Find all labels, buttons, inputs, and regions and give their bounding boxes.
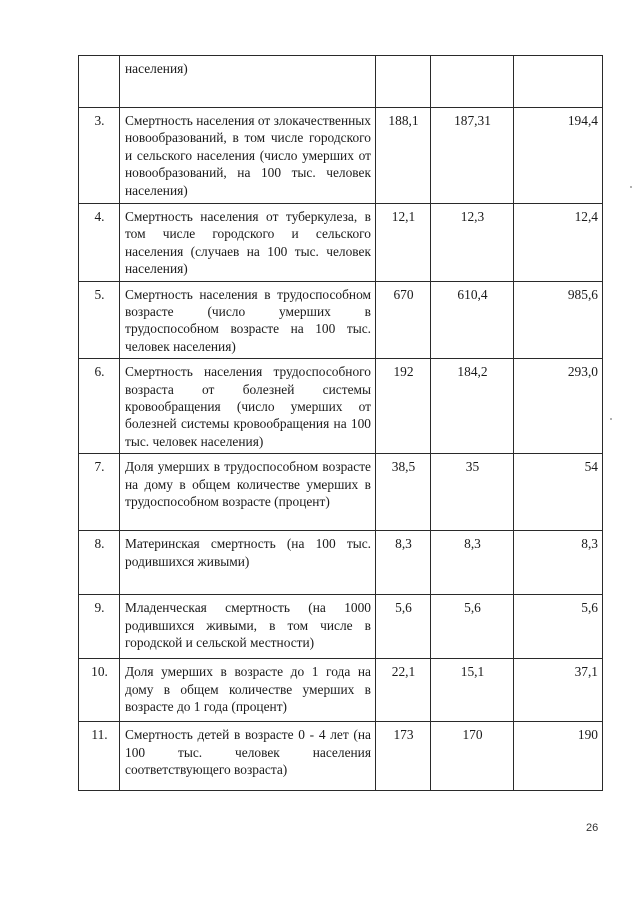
value-col-3: 8,3 bbox=[514, 531, 603, 595]
indicator-text: Материнская смертность (на 100 тыс. родившихся живыми) bbox=[120, 531, 376, 595]
table-row bbox=[79, 531, 603, 595]
indicator-text: населения) bbox=[120, 56, 376, 108]
value-col-3 bbox=[514, 56, 603, 108]
indicator-text: Смертность населения от злокачественных новообразований, в том числе городского и сельского населения (число умерших от новообразований, на 100 тыс. человек населения) bbox=[120, 108, 376, 204]
value-col-2: 170 bbox=[431, 722, 514, 791]
row-number: 5. bbox=[79, 281, 120, 359]
value-col-3: 12,4 bbox=[514, 204, 603, 282]
value-col-2: 184,2 bbox=[431, 359, 514, 454]
value-col-3: 54 bbox=[514, 454, 603, 531]
row-number: 4. bbox=[79, 204, 120, 282]
indicator-text: Смертность детей в возрасте 0 - 4 лет (на 100 тыс. человек населения соответствующего возраста) bbox=[120, 722, 376, 791]
table-row bbox=[79, 108, 603, 204]
table-row bbox=[79, 359, 603, 454]
indicator-text: Младенческая смертность (на 1000 родившихся живыми, в том числе в городской и сельской местности) bbox=[120, 595, 376, 659]
row-number: 11. bbox=[79, 722, 120, 791]
value-col-2: 35 bbox=[431, 454, 514, 531]
value-col-1: 8,3 bbox=[376, 531, 431, 595]
row-number bbox=[79, 56, 120, 108]
row-number: 6. bbox=[79, 359, 120, 454]
row-number: 7. bbox=[79, 454, 120, 531]
row-number: 8. bbox=[79, 531, 120, 595]
value-col-2: 8,3 bbox=[431, 531, 514, 595]
indicator-text: Смертность населения в трудоспособном возрасте (число умерших в трудоспособном возрасте на 100 тыс. человек населения) bbox=[120, 281, 376, 359]
scan-speck bbox=[630, 186, 632, 188]
table-row bbox=[79, 722, 603, 791]
indicator-text: Смертность населения от туберкулеза, в том числе городского и сельского населения (случаев на 100 тыс. человек населения) bbox=[120, 204, 376, 282]
value-col-1: 173 bbox=[376, 722, 431, 791]
value-col-3: 5,6 bbox=[514, 595, 603, 659]
value-col-3: 37,1 bbox=[514, 659, 603, 722]
table-row bbox=[79, 281, 603, 359]
indicators-table bbox=[78, 55, 603, 791]
value-col-1: 670 bbox=[376, 281, 431, 359]
table-row bbox=[79, 56, 603, 108]
value-col-1: 12,1 bbox=[376, 204, 431, 282]
value-col-3: 293,0 bbox=[514, 359, 603, 454]
row-number: 10. bbox=[79, 659, 120, 722]
table-row bbox=[79, 204, 603, 282]
page-number: 26 bbox=[586, 822, 599, 834]
value-col-3: 194,4 bbox=[514, 108, 603, 204]
indicator-text: Доля умерших в возрасте до 1 года на дому в общем количестве умерших в возрасте до 1 года (процент) bbox=[120, 659, 376, 722]
value-col-2: 15,1 bbox=[431, 659, 514, 722]
table-row bbox=[79, 454, 603, 531]
value-col-2: 187,31 bbox=[431, 108, 514, 204]
value-col-3: 985,6 bbox=[514, 281, 603, 359]
value-col-1: 5,6 bbox=[376, 595, 431, 659]
table-row bbox=[79, 659, 603, 722]
value-col-1 bbox=[376, 56, 431, 108]
value-col-1: 22,1 bbox=[376, 659, 431, 722]
scan-speck bbox=[610, 418, 612, 420]
indicator-text: Смертность населения трудоспособного возраста от болезней системы кровообращения (число умерших от болезней системы кровообращения на 100 тыс. человек населения) bbox=[120, 359, 376, 454]
row-number: 9. bbox=[79, 595, 120, 659]
value-col-2: 12,3 bbox=[431, 204, 514, 282]
value-col-3: 190 bbox=[514, 722, 603, 791]
table-row bbox=[79, 595, 603, 659]
value-col-2 bbox=[431, 56, 514, 108]
row-number: 3. bbox=[79, 108, 120, 204]
value-col-2: 5,6 bbox=[431, 595, 514, 659]
value-col-1: 192 bbox=[376, 359, 431, 454]
value-col-1: 188,1 bbox=[376, 108, 431, 204]
indicator-text: Доля умерших в трудоспособном возрасте на дому в общем количестве умерших в трудоспособном возрасте (процент) bbox=[120, 454, 376, 531]
value-col-1: 38,5 bbox=[376, 454, 431, 531]
value-col-2: 610,4 bbox=[431, 281, 514, 359]
